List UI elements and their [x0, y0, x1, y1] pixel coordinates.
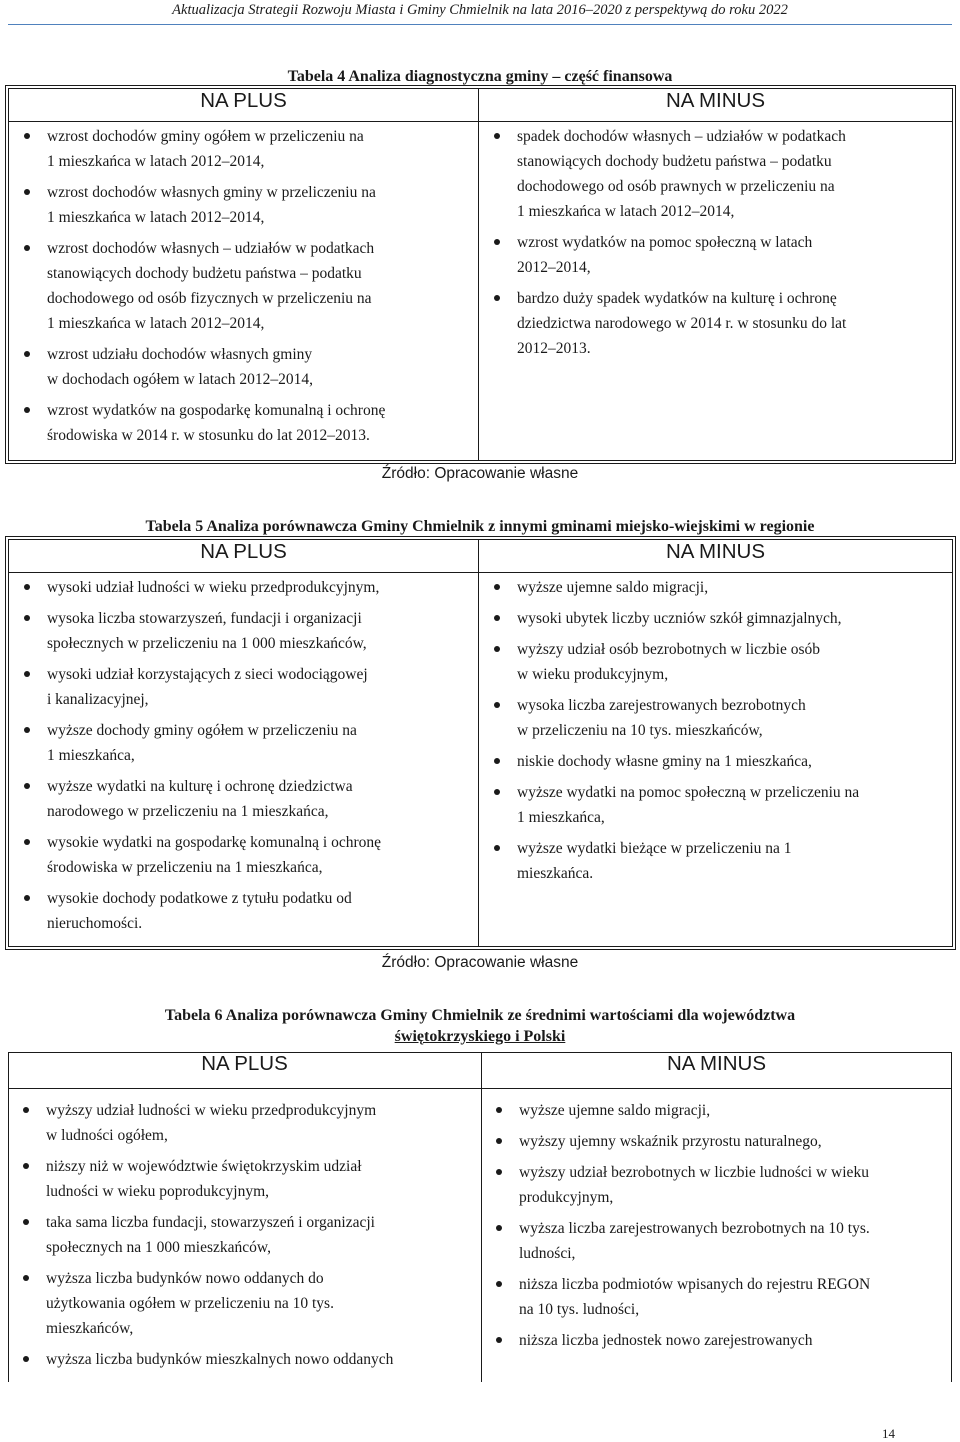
bullet-icon: [496, 1281, 502, 1287]
table-6: [8, 1052, 952, 1378]
table-6-caption-line2-wrap: [0, 1026, 960, 1047]
table-6-header-rule: [8, 1088, 952, 1089]
table-4-plus-header: NA PLUS: [9, 89, 479, 122]
list-item-line: wysoki udział korzystających z sieci wodociągowej: [47, 666, 368, 683]
list-item: [479, 637, 952, 687]
bullet-icon: [24, 407, 30, 413]
table-4-source: Źródło: Opracowanie własne: [381, 465, 579, 482]
list-item: [9, 718, 478, 768]
list-item-line: mieszkańca.: [517, 865, 594, 882]
list-item-line: wyższe wydatki na pomoc społeczną w przeliczeniu na: [517, 784, 860, 801]
list-item-line: mieszkańców,: [46, 1320, 134, 1337]
table-5-plus-header: NA PLUS: [9, 540, 479, 573]
table-6-caption-line2: świętokrzyskiego i Polski: [394, 1028, 566, 1045]
list-item: [8, 1347, 481, 1372]
list-item-line: ludności,: [519, 1245, 576, 1262]
bullet-icon: [496, 1138, 502, 1144]
bullet-icon: [24, 584, 30, 590]
bullet-icon: [494, 646, 500, 652]
list-item-line: wzrost wydatków na gospodarkę komunalną i ochronę: [47, 402, 386, 419]
bullet-icon: [496, 1169, 502, 1175]
list-item: [479, 124, 952, 224]
list-item: [9, 830, 478, 880]
list-item: [481, 1328, 952, 1353]
bullet-icon: [24, 189, 30, 195]
list-item: [9, 124, 478, 174]
list-item-line: środowiska w 2014 r. w stosunku do lat 2012–2013.: [47, 427, 370, 444]
list-item-line: wysokie wydatki na gospodarkę komunalną i ochronę: [47, 834, 382, 851]
table-5-minus-list: [479, 575, 952, 886]
table-5-plus-list: [9, 575, 478, 936]
bullet-icon: [24, 839, 30, 845]
list-item: [9, 398, 478, 448]
table-5: [8, 539, 953, 947]
list-item-line: dochodowego od osób prawnych w przeliczeniu na: [517, 178, 835, 195]
bullet-icon: [24, 245, 30, 251]
list-item-line: stanowiących dochody budżetu państwa – podatku: [47, 265, 362, 282]
table-5-source: Źródło: Opracowanie własne: [381, 954, 579, 971]
list-item-line: użytkowania ogółem w przeliczeniu na 10 tys.: [46, 1295, 334, 1312]
list-item: [9, 575, 478, 600]
list-item-line: niskie dochody własne gminy na 1 mieszkańca,: [517, 753, 812, 770]
list-item-line: wyższa liczba budynków mieszkalnych nowo oddanych: [46, 1351, 394, 1368]
list-item-line: stanowiących dochody budżetu państwa – podatku: [517, 153, 832, 170]
list-item-line: wyższe ujemne saldo migracji,: [517, 579, 709, 596]
bullet-icon: [494, 758, 500, 764]
list-item-line: wysoki ubytek liczby uczniów szkół gimnazjalnych,: [517, 610, 842, 627]
bullet-icon: [494, 133, 500, 139]
table-5-caption: Tabela 5 Analiza porównawcza Gminy Chmielnik z innymi gminami miejsko-wiejskimi w regionie: [145, 518, 815, 535]
list-item-line: wyższy udział osób bezrobotnych w liczbie osób: [517, 641, 821, 658]
list-item-line: niższa liczba jednostek nowo zarejestrowanych: [519, 1332, 813, 1349]
bullet-icon: [23, 1356, 29, 1362]
list-item: [479, 780, 952, 830]
list-item-line: wyższe wydatki na kulturę i ochronę dziedzictwa: [47, 778, 353, 795]
table-6-minus-list: [481, 1098, 952, 1353]
bullet-icon: [24, 895, 30, 901]
bullet-icon: [24, 615, 30, 621]
list-item: [479, 749, 952, 774]
list-item: [9, 774, 478, 824]
bullet-icon: [494, 845, 500, 851]
bullet-icon: [496, 1337, 502, 1343]
list-item-line: 1 mieszkańca w latach 2012–2014,: [47, 153, 265, 170]
list-item: [9, 606, 478, 656]
list-item-line: 2012–2013.: [517, 340, 591, 357]
list-item: [8, 1154, 481, 1204]
list-item-line: 1 mieszkańca w latach 2012–2014,: [517, 203, 735, 220]
list-item-line: wyższy ujemny wskaźnik przyrostu naturalnego,: [519, 1133, 822, 1150]
bullet-icon: [494, 295, 500, 301]
bullet-icon: [494, 615, 500, 621]
list-item-line: wyższe dochody gminy ogółem w przeliczeniu na: [47, 722, 357, 739]
list-item-line: w dochodach ogółem w latach 2012–2014,: [47, 371, 314, 388]
list-item: [481, 1129, 952, 1154]
list-item-line: wyższa liczba budynków nowo oddanych do: [46, 1270, 324, 1287]
list-item: [479, 606, 952, 631]
list-item-line: w przeliczeniu na 10 tys. mieszkańców,: [517, 722, 763, 739]
list-item: [479, 836, 952, 886]
list-item-line: w ludności ogółem,: [46, 1127, 168, 1144]
list-item-line: produkcyjnym,: [519, 1189, 614, 1206]
list-item-line: wyższy udział bezrobotnych w liczbie ludności w wieku: [519, 1164, 869, 1181]
bullet-icon: [23, 1219, 29, 1225]
list-item-line: taka sama liczba fundacji, stowarzyszeń i organizacji: [46, 1214, 375, 1231]
list-item-line: społecznych na 1 000 mieszkańców,: [46, 1239, 271, 1256]
list-item-line: wysoki udział ludności w wieku przedprodukcyjnym,: [47, 579, 380, 596]
table-6-caption-line1: Tabela 6 Analiza porównawcza Gminy Chmielnik ze średnimi wartościami dla województwa: [164, 1007, 796, 1024]
table-4-minus-list: [479, 124, 952, 361]
list-item: [479, 575, 952, 600]
list-item-line: 1 mieszkańca,: [47, 747, 135, 764]
list-item-line: niższa liczba podmiotów wpisanych do rejestru REGON: [519, 1276, 871, 1293]
list-item-line: wzrost dochodów własnych gminy w przeliczeniu na: [47, 184, 376, 201]
list-item: [479, 286, 952, 361]
list-item-line: niższy niż w województwie świętokrzyskim udział: [46, 1158, 362, 1175]
table-6-minus-header: NA MINUS: [666, 1052, 767, 1075]
list-item: [9, 886, 478, 936]
list-item-line: ludności w wieku poprodukcyjnym,: [46, 1183, 270, 1200]
list-item: [9, 236, 478, 336]
list-item-line: i kanalizacyjnej,: [47, 691, 149, 708]
table-5-minus-header: NA MINUS: [479, 540, 953, 573]
list-item-line: wzrost dochodów własnych – udziałów w podatkach: [47, 240, 375, 257]
table-6-left-rule: [8, 1052, 9, 1382]
list-item-line: w wieku produkcyjnym,: [517, 666, 669, 683]
list-item-line: wyższa liczba zarejestrowanych bezrobotnych na 10 tys.: [519, 1220, 870, 1237]
bullet-icon: [23, 1107, 29, 1113]
table-4-plus-list: [9, 124, 478, 448]
list-item: [8, 1098, 481, 1148]
list-item: [9, 342, 478, 392]
list-item-line: 2012–2014,: [517, 259, 591, 276]
list-item-line: wzrost dochodów gminy ogółem w przeliczeniu na: [47, 128, 364, 145]
table-6-mid-rule: [481, 1052, 482, 1382]
header-rule: [8, 24, 952, 25]
list-item-line: narodowego w przeliczeniu na 1 mieszkańca,: [47, 803, 329, 820]
bullet-icon: [24, 671, 30, 677]
list-item-line: wzrost wydatków na pomoc społeczną w latach: [517, 234, 813, 251]
list-item: [481, 1272, 952, 1322]
table-6-right-rule: [951, 1052, 952, 1382]
list-item-line: na 10 tys. ludności,: [519, 1301, 640, 1318]
list-item: [481, 1160, 952, 1210]
list-item: [9, 662, 478, 712]
bullet-icon: [494, 239, 500, 245]
bullet-icon: [496, 1225, 502, 1231]
list-item-line: wyższy udział ludności w wieku przedprodukcyjnym: [46, 1102, 377, 1119]
list-item: [8, 1266, 481, 1341]
list-item: [479, 230, 952, 280]
table-4: [8, 88, 953, 461]
list-item: [8, 1210, 481, 1260]
list-item-line: 1 mieszkańca w latach 2012–2014,: [47, 315, 265, 332]
bullet-icon: [24, 351, 30, 357]
bullet-icon: [24, 783, 30, 789]
list-item-line: wyższe wydatki bieżące w przeliczeniu na 1: [517, 840, 792, 857]
table-4-minus-header: NA MINUS: [479, 89, 953, 122]
list-item-line: środowiska w przeliczeniu na 1 mieszkańca,: [47, 859, 323, 876]
running-header: Aktualizacja Strategii Rozwoju Miasta i Gminy Chmielnik na lata 2016–2020 z perspektywą do roku 2022: [172, 2, 788, 18]
table-6-top-rule: [8, 1052, 952, 1053]
list-item-line: wzrost udziału dochodów własnych gminy: [47, 346, 313, 363]
bullet-icon: [494, 789, 500, 795]
bullet-icon: [23, 1275, 29, 1281]
list-item-line: 1 mieszkańca,: [517, 809, 605, 826]
bullet-icon: [494, 702, 500, 708]
list-item: [9, 180, 478, 230]
list-item-line: spadek dochodów własnych – udziałów w podatkach: [517, 128, 846, 145]
table-4-caption: Tabela 4 Analiza diagnostyczna gminy – część finansowa: [287, 68, 673, 85]
bullet-icon: [24, 727, 30, 733]
list-item-line: wysoka liczba stowarzyszeń, fundacji i organizacji: [47, 610, 362, 627]
list-item-line: wyższe ujemne saldo migracji,: [519, 1102, 711, 1119]
list-item: [479, 693, 952, 743]
list-item: [481, 1216, 952, 1266]
bullet-icon: [24, 133, 30, 139]
list-item: [481, 1098, 952, 1123]
page-number: 14: [882, 1426, 895, 1441]
list-item-line: nieruchomości.: [47, 915, 143, 932]
list-item-line: dochodowego od osób fizycznych w przeliczeniu na: [47, 290, 372, 307]
bullet-icon: [496, 1107, 502, 1113]
list-item-line: wysoka liczba zarejestrowanych bezrobotnych: [517, 697, 806, 714]
table-6-plus-list: [8, 1098, 481, 1372]
list-item-line: bardzo duży spadek wydatków na kulturę i ochronę: [517, 290, 837, 307]
bullet-icon: [23, 1163, 29, 1169]
list-item-line: 1 mieszkańca w latach 2012–2014,: [47, 209, 265, 226]
bullet-icon: [494, 584, 500, 590]
list-item-line: społecznych w przeliczeniu na 1 000 mieszkańców,: [47, 635, 367, 652]
list-item-line: wysokie dochody podatkowe z tytułu podatku od: [47, 890, 352, 907]
table-6-plus-header: NA PLUS: [201, 1052, 288, 1075]
list-item-line: dziedzictwa narodowego w 2014 r. w stosunku do lat: [517, 315, 847, 332]
